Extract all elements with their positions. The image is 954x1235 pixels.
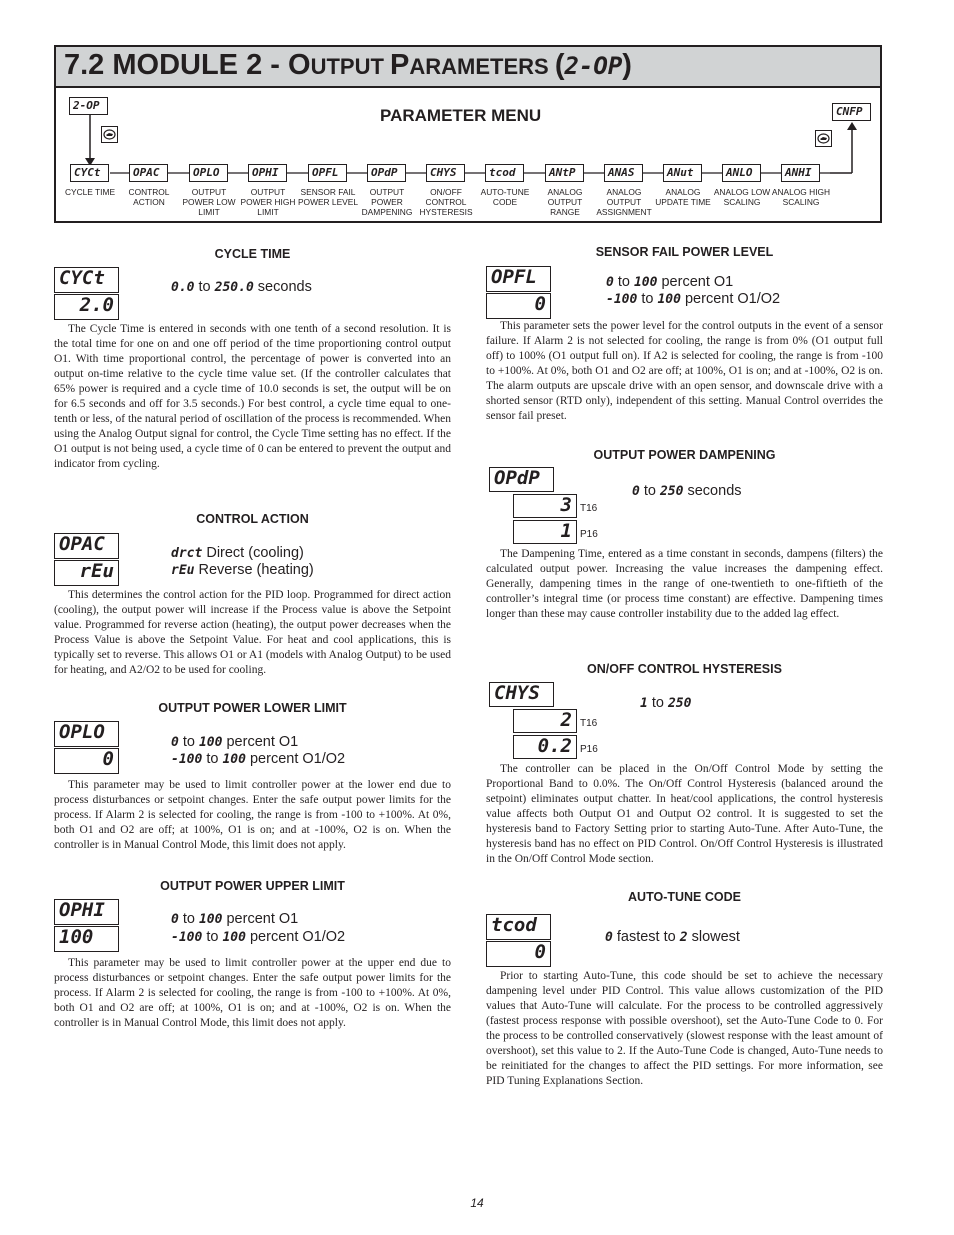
menu-item-label: AUTO-TUNE CODE (480, 187, 530, 207)
range-low: 0.0 (171, 280, 195, 295)
menu-item-label: ANALOG LOW SCALING (713, 187, 771, 207)
upper-limit-description: This parameter may be used to limit controller power at the upper end due to process disturbances or setpoint changes. Enter the safe output power limits for the process. If Alarm 2 is selected for cooling, the range is from -100 to +100%. At 0%, both O1 and O2 are off; at 100%, O1 is on; and at -100%, O2 is on. When the controller is in Manual Control Mode, this limit does not apply. (54, 957, 451, 1029)
range-unit: percent O1/O2 (245, 751, 346, 767)
p16-tag: P16 (580, 744, 598, 755)
title-o: O (288, 49, 311, 81)
sensor-fail-heading: SENSOR FAIL POWER LEVEL (595, 245, 774, 259)
menu-item-label: OUTPUT POWER LOW LIMIT (182, 187, 236, 217)
control-action-value-display[interactable]: rEu (54, 560, 119, 586)
menu-item-label: SENSOR FAIL POWER LEVEL (297, 187, 359, 207)
menu-item-anut[interactable]: ANut (663, 164, 702, 182)
dampening-code-display: OPdP (489, 467, 554, 492)
sensor-fail-description: This parameter sets the power level for the control outputs in the event of a sensor failure. If Alarm 2 is not selected for cooling, the range is from 0% (O1 output full off) to 100% (O1 output full on). If A2 is selected for cooling, the range is from -100 to +100%. At 0%, both O1 and O2 are off; at 100%, O1 is on; and at -100%, O2 is on. The alarm outputs are upscale drive with an open sensor, and downscale drive with a shorted sensor (RTD only), independent of this setting. Manual Control overrides the sensor fail preset. (486, 320, 883, 422)
hand-pointer-icon (817, 132, 830, 145)
title-prefix: 7.2 MODULE 2 - (64, 49, 288, 81)
range-high: 100 (633, 275, 658, 290)
range-to: to (178, 734, 199, 750)
range-low: 1 (640, 696, 648, 711)
menu-item-antp[interactable]: ANtP (545, 164, 584, 182)
autotune-description: Prior to starting Auto-Tune, this code should be set to achieve the necessary dampening level under PID Control. This value allows customization of the PID values that Auto-Tune will calculate. For the process to be controlled aggressively (fastest process response with possible overshoot), set the Auto-Tune Code to 0. For the process to be controlled conservatively (slowest response with the least amount of overshoot), set this value to 2. If the Auto-Tune Code is changed, Auto-Tune needs to be reinitiated for the changes to affect the PID settings. For more information, see PID Tuning Explanations Section. (486, 970, 883, 1087)
menu-item-label: ANALOG OUTPUT ASSIGNMENT (596, 187, 652, 217)
sensor-fail-range-o1o2 (606, 290, 780, 309)
cycle-time-value-display[interactable]: 2.0 (54, 294, 119, 320)
menu-item-tcod[interactable]: tcod (485, 164, 524, 182)
lower-limit-description: This parameter may be used to limit controller power at the lower end due to process disturbances or setpoint changes. Enter the safe output power limits for the process. If Alarm 2 is selected for cooling, the range is from -100 to +100%. At 0%, both O1 and O2 are off; at 100%, O1 is on; and at -100%, O2 is on. When the controller is in Manual Control Mode, this limit does not apply. (54, 779, 451, 851)
range-unit: percent O1 (222, 734, 299, 750)
option-text: Reverse (heating) (194, 562, 314, 578)
control-action-heading: CONTROL ACTION (196, 512, 309, 526)
range-to: to (613, 274, 634, 290)
range-high: 250 (667, 696, 692, 711)
cycle-time-code-display: CYCt (54, 267, 119, 293)
upper-limit-range-o1 (171, 910, 298, 929)
sensor-fail-code-display: OPFL (486, 266, 551, 292)
menu-item-label: OUTPUT POWER HIGH LIMIT (240, 187, 296, 217)
advance-button-icon[interactable] (101, 126, 118, 143)
menu-item-cyct[interactable]: CYCt (70, 164, 109, 182)
range-to: to (178, 911, 199, 927)
dampening-t16-value-display[interactable]: 3 (513, 494, 577, 518)
hysteresis-code-display: CHYS (489, 682, 554, 707)
title-open-paren: ( (554, 49, 565, 81)
range-unit: percent O1 (222, 911, 299, 927)
autotune-range (605, 928, 740, 947)
menu-item-anas[interactable]: ANAS (604, 164, 643, 182)
control-action-option-reverse (171, 561, 314, 580)
t16-tag: T16 (580, 503, 598, 514)
title-parameters: ARAMETERS (409, 54, 555, 79)
dampening-description: The Dampening Time, entered as a time constant in seconds, dampens (filters) the calculated output power. Increasing the value increases the dampening effect. Generally, dampening times in the range of one-twentieth to one-fiftieth of the controller’s integral time (or process time constant) are effective. Dampening times longer than these may cause controller instability due to the added lag effect. (486, 548, 883, 620)
option-code: rEu (171, 563, 195, 578)
range-low: 0 (171, 912, 179, 927)
range-high: 250 (659, 484, 684, 499)
menu-item-label: ON/OFF CONTROL HYSTERESIS (419, 187, 473, 217)
range-high: 100 (222, 930, 246, 945)
range-high: 2 (679, 930, 688, 945)
lower-limit-heading: OUTPUT POWER LOWER LIMIT (158, 701, 347, 715)
menu-item-label: ANALOG OUTPUT RANGE (547, 187, 583, 217)
range-to: to (202, 751, 223, 767)
option-code: drct (171, 546, 203, 561)
menu-item-oplo[interactable]: OPLO (189, 164, 228, 182)
range-low: 0 (171, 735, 179, 750)
autotune-code-display: tcod (486, 914, 551, 940)
upper-limit-code-display: OPHI (54, 899, 119, 925)
range-to: to (194, 279, 215, 295)
dampening-range (632, 482, 742, 501)
hysteresis-t16-value-display[interactable]: 2 (513, 709, 577, 733)
control-action-code-display: OPAC (54, 533, 119, 559)
range-high: 250.0 (214, 280, 254, 295)
range-unit: percent O1 (657, 274, 734, 290)
menu-end-code[interactable]: CNFP (832, 103, 871, 121)
title-output: UTPUT (310, 54, 391, 79)
range-to: to (637, 291, 658, 307)
t16-tag: T16 (580, 718, 598, 729)
lower-limit-value-display[interactable]: 0 (54, 748, 119, 774)
hysteresis-description: The controller can be placed in the On/Off Control Mode by setting the Proportional Band to 0.0%. The On/Off Control Hysteresis (balanced around the setpoint) eliminates output chatter. In heat/cool applications, the control hysteresis value affects both Output O1 and Output O2 control. It is suggested to set the hysteresis band to Factory Setting prior to starting Auto-Tune. After Auto-Tune, the hysteresis band has no effect on PID Control. On/Off Control Hysteresis is illustrated in the On/Off Control Mode section. (486, 763, 883, 865)
range-high: 100 (198, 735, 223, 750)
menu-item-label: CYCLE TIME (64, 187, 116, 197)
control-action-description: This determines the control action for the PID loop. Programmed for direct action (cooling), the output power will increase if the Process value is above the Setpoint value. Programmed for reverse action (heating), the output power decreases when the Process Value is above the Setpoint Value. For heat and cool applications, this is typically set to reverse. This allows O1 or A1 (models with Analog Output) to be used for heating, and A2/O2 to be used for cooling. (54, 589, 451, 676)
range-high: 100 (222, 752, 246, 767)
range-low: 0 (606, 275, 614, 290)
title-close-paren: ) (622, 49, 632, 81)
hysteresis-heading: ON/OFF CONTROL HYSTERESIS (587, 662, 782, 676)
range-low: 0 (632, 484, 640, 499)
range-low: -100 (171, 752, 203, 767)
menu-item-opac[interactable]: OPAC (129, 164, 168, 182)
parameter-menu-title: PARAMETER MENU (380, 106, 542, 125)
menu-item-opfl[interactable]: OPFL (308, 164, 347, 182)
menu-item-label: ANALOG UPDATE TIME (655, 187, 711, 207)
autotune-value-display[interactable]: 0 (486, 941, 551, 967)
range-slowest: slowest (687, 929, 740, 945)
upper-limit-heading: OUTPUT POWER UPPER LIMIT (160, 879, 345, 893)
menu-item-label: ANALOG HIGH SCALING (771, 187, 831, 207)
hand-pointer-icon (103, 128, 116, 141)
menu-item-anlo[interactable]: ANLO (722, 164, 761, 182)
exit-button-icon[interactable] (815, 130, 832, 147)
range-unit: seconds (253, 279, 312, 295)
range-low: -100 (606, 292, 638, 307)
menu-item-anhi[interactable]: ANHI (781, 164, 820, 182)
page-number: 14 (470, 1196, 484, 1210)
range-unit: percent O1/O2 (680, 291, 781, 307)
lower-limit-code-display: OPLO (54, 721, 119, 747)
dampening-heading: OUTPUT POWER DAMPENING (593, 448, 776, 462)
range-low: -100 (171, 930, 203, 945)
hysteresis-range (640, 694, 691, 713)
menu-start-code[interactable]: 2-OP (69, 97, 108, 115)
page-title (64, 49, 632, 82)
title-p: P (390, 49, 410, 81)
menu-item-label: OUTPUT POWER DAMPENING (361, 187, 413, 217)
cycle-time-description: The Cycle Time is entered in seconds with one tenth of a second resolution. It is the total time for one on and one off period of the time proportioning control output O1. With time proportional control, the percentage of power is converted into an output on-time relative to the cycle time value set. (If the controller calculates that 65% power is required and a cycle time of 10.0 seconds is set, the output will be on for 6.5 seconds and off for 3.5 seconds.) For best control, a cycle time equal to one-tenth or less, of the natural period of oscillation of the process is recommended. When using the Analog Output signal for control, the Cycle Time setting has no effect. If the O1 output is not being used, a cycle time of 0 can be entered to prevent the output and indicator from cycling. (54, 323, 451, 470)
upper-limit-value-display[interactable]: 100 (54, 926, 119, 952)
lower-limit-range-o1o2 (171, 750, 345, 769)
menu-item-opdp[interactable]: OPdP (367, 164, 406, 182)
range-to: to (647, 695, 668, 711)
upper-limit-range-o1o2 (171, 928, 345, 947)
title-code: 2-OP (564, 52, 623, 80)
range-to: to (202, 929, 223, 945)
range-high: 100 (198, 912, 223, 927)
hysteresis-p16-value-display[interactable]: 0.2 (513, 735, 577, 759)
range-high: 100 (657, 292, 681, 307)
menu-item-chys[interactable]: CHYS (426, 164, 465, 182)
cycle-time-range (171, 278, 312, 297)
section-title-bar (54, 45, 882, 88)
cycle-time-heading: CYCLE TIME (214, 247, 291, 261)
autotune-heading: AUTO-TUNE CODE (628, 890, 741, 904)
menu-item-ophi[interactable]: OPHI (248, 164, 287, 182)
range-fastest: fastest to (612, 929, 680, 945)
p16-tag: P16 (580, 529, 598, 540)
range-low: 0 (605, 930, 613, 945)
option-text: Direct (cooling) (202, 545, 304, 561)
sensor-fail-value-display[interactable]: 0 (486, 293, 551, 319)
menu-item-label: CONTROL ACTION (128, 187, 170, 207)
range-unit: percent O1/O2 (245, 929, 346, 945)
range-to: to (639, 483, 660, 499)
range-unit: seconds (683, 483, 742, 499)
dampening-p16-value-display[interactable]: 1 (513, 520, 577, 544)
